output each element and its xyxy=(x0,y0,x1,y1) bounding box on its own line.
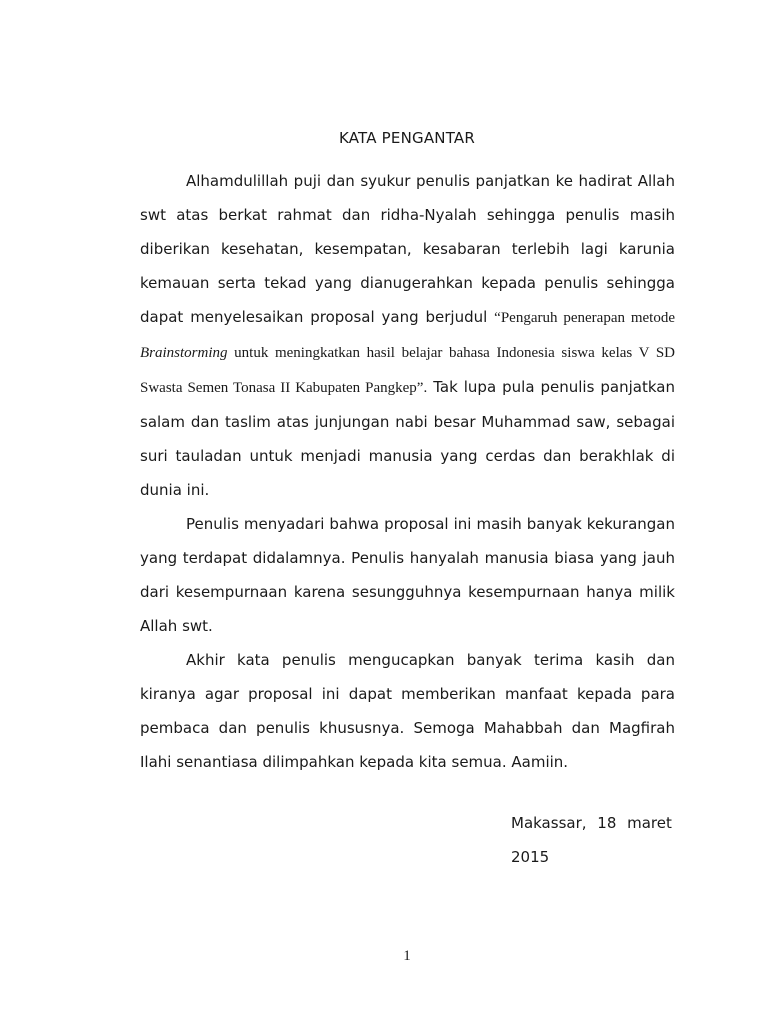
proposal-title-part-2: untuk meningkatkan hasil belajar bahasa Indonesia siswa kelas V SD Swasta Semen Tonasa II Kabupaten Pangkep xyxy=(140,345,675,396)
signature-block xyxy=(511,806,676,874)
page-title: KATA PENGANTAR xyxy=(338,129,476,147)
signature-place-date: Makassar, 18 maret xyxy=(511,814,672,832)
proposal-title-close-quote: ”. xyxy=(416,380,428,396)
page-number: 1 xyxy=(403,948,411,964)
paragraph-1-text-continued: Tak lupa pula penulis panjatkan salam dan taslim atas junjungan nabi besar Muhammad saw, sebagai suri tauladan untuk menjadi manusia yang cerdas dan berakhlak di dunia ini. xyxy=(140,378,675,499)
paragraph-1-text: Alhamdulillah puji dan syukur penulis panjatkan ke hadirat Allah swt atas berkat rahmat dan ridha-Nyalah sehingga penulis masih diberikan kesehatan, kesempatan, kesabaran terlebih lagi karunia kemauan serta tekad yang dianugerahkan kepada penulis sehingga dapat menyelesaikan proposal yang berjudul xyxy=(140,172,675,326)
proposal-title-open-quote: “ xyxy=(494,310,501,326)
paragraph-3: Akhir kata penulis mengucapkan banyak terima kasih dan kiranya agar proposal ini dapat memberikan manfaat kepada para pembaca dan penulis khususnya. Semoga Mahabbah dan Magfirah Ilahi senantiasa dilimpahkan kepada kita semua. Aamiin. xyxy=(140,651,675,771)
proposal-title-part-1: Pengaruh penerapan metode xyxy=(500,310,675,326)
signature-year: 2015 xyxy=(511,848,550,866)
paragraph-2: Penulis menyadari bahwa proposal ini masih banyak kekurangan yang terdapat didalamnya. Penulis hanyalah manusia biasa yang jauh dari kesempurnaan karena sesungguhnya kesempurnaan hanya milik Allah swt. xyxy=(140,515,675,635)
proposal-title-italic: Brainstorming xyxy=(140,345,228,361)
body-text xyxy=(140,164,675,779)
paragraph-1 xyxy=(140,164,675,507)
